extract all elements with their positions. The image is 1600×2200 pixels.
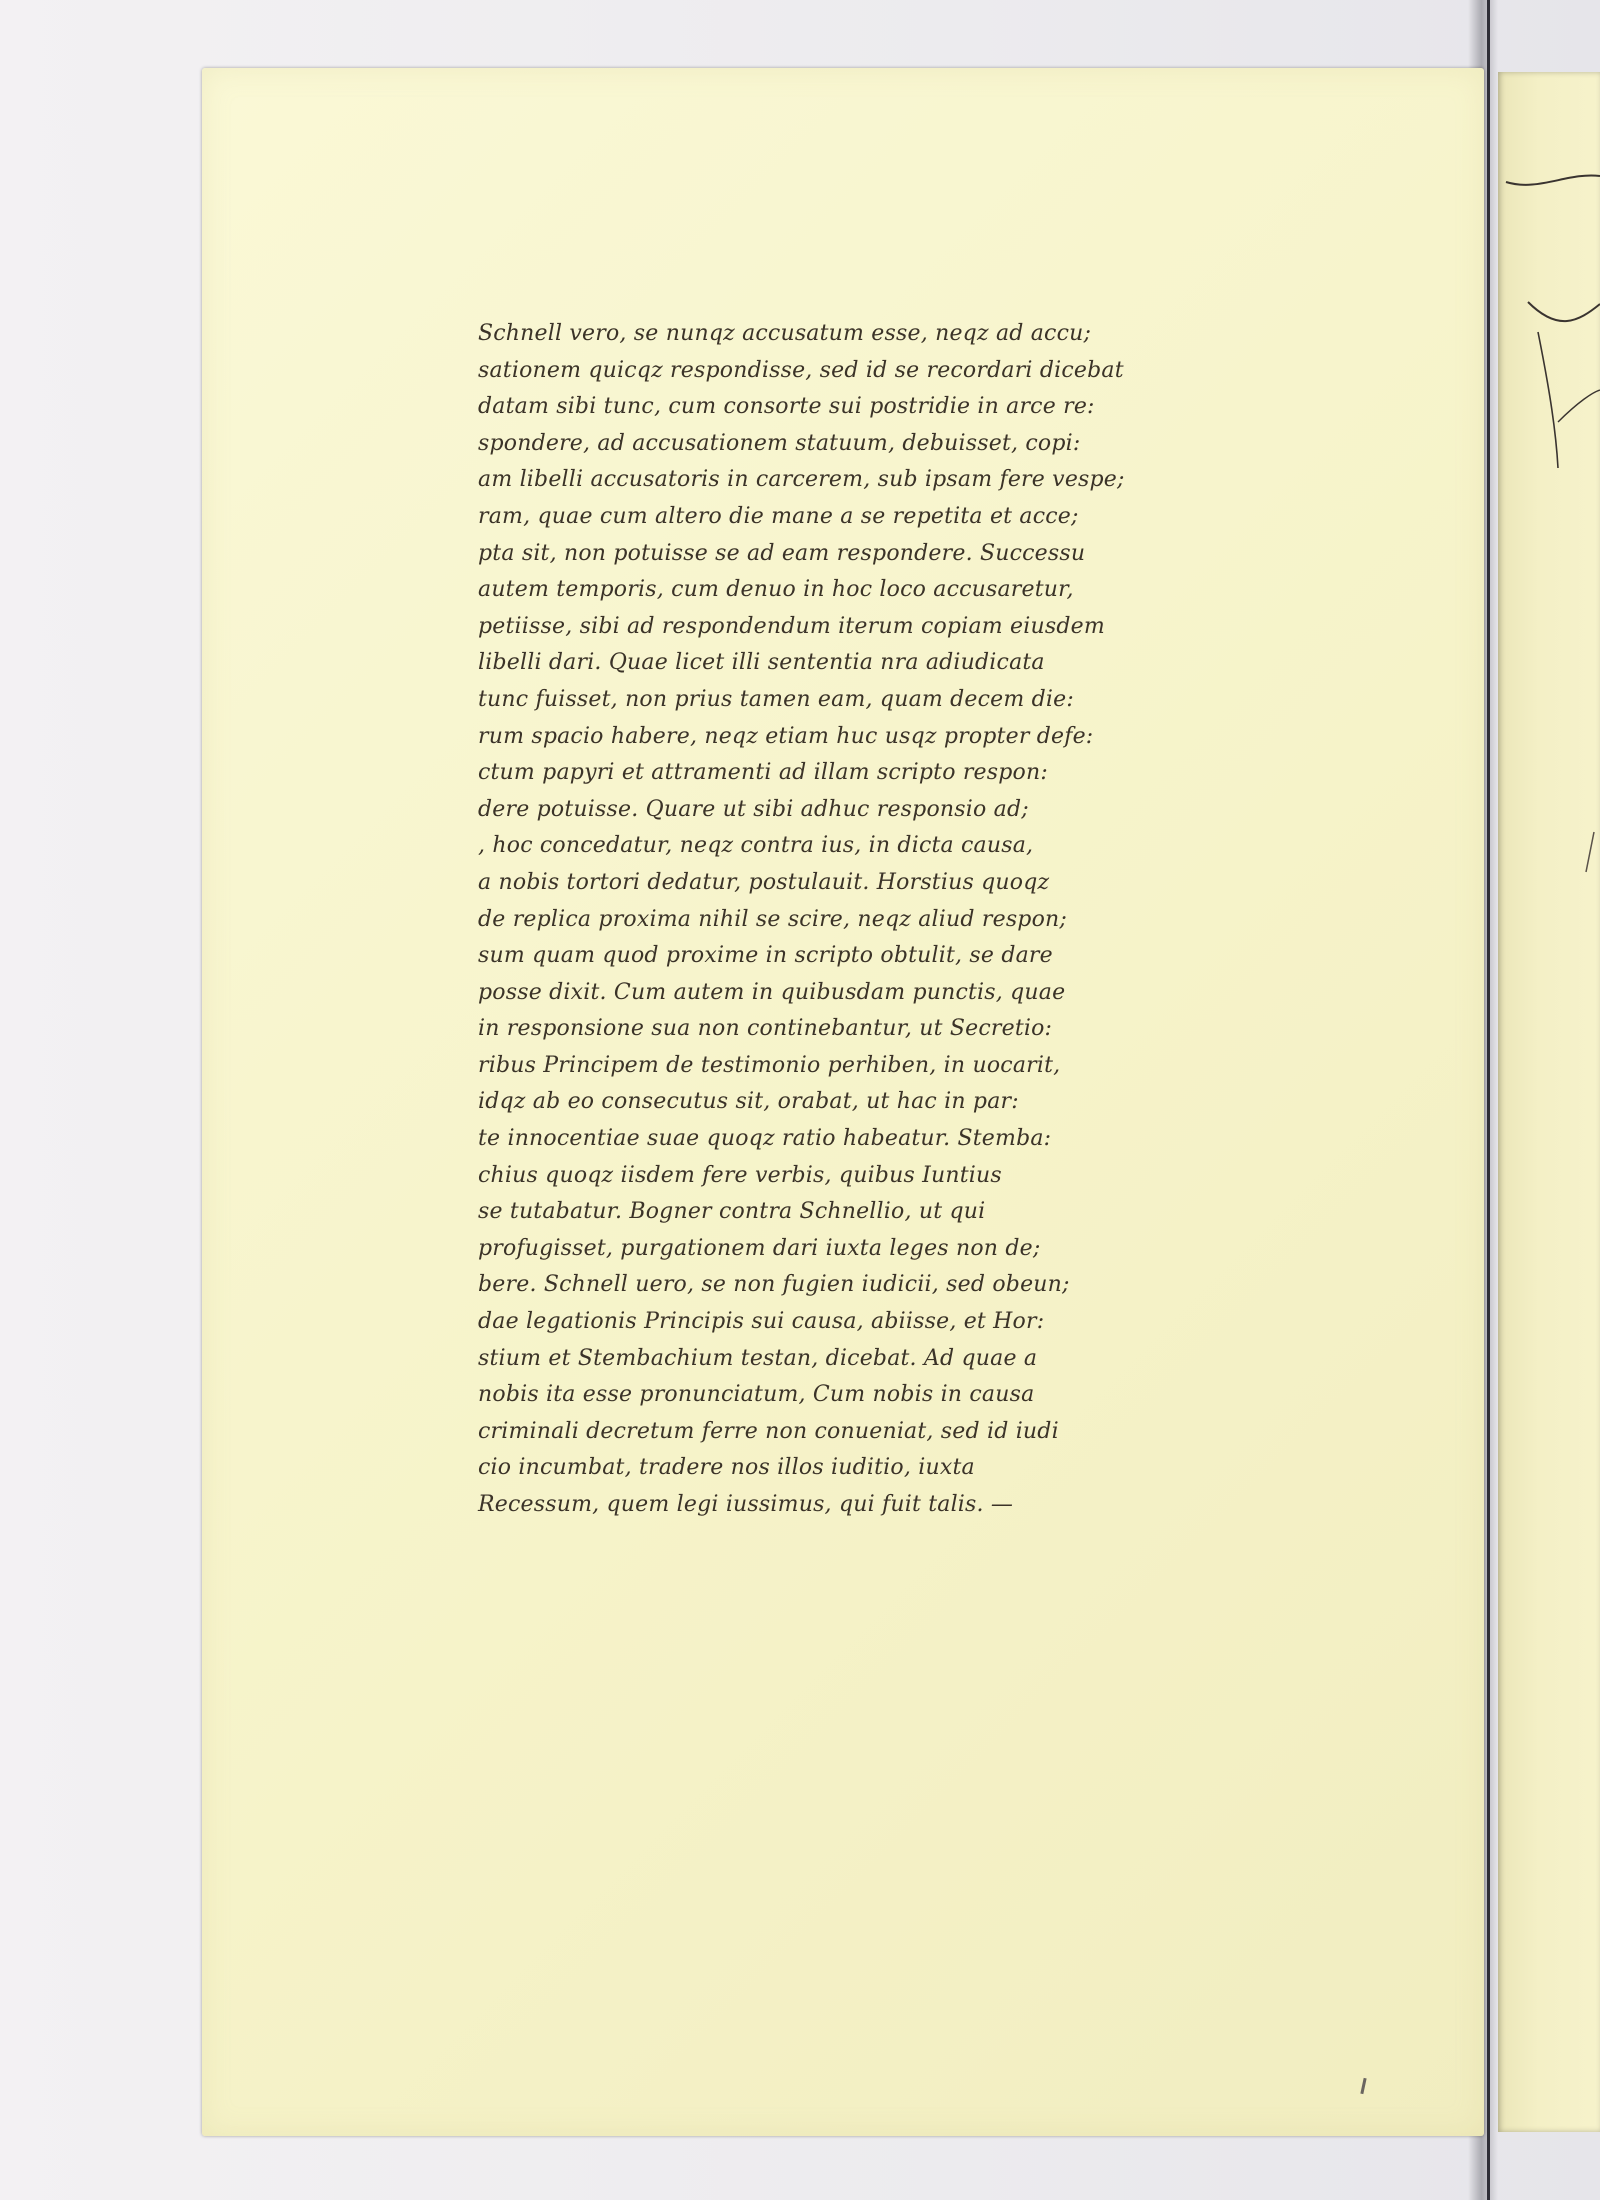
text-line: ribus Principem de testimonio perhiben, in uocarit,	[478, 1052, 1061, 1078]
text-line: , hoc concedatur, neqz contra ius, in dicta causa,	[478, 833, 1034, 859]
text-line: se tutabatur. Bogner contra Schnellio, ut qui	[478, 1199, 986, 1225]
text-line: tunc fuisset, non prius tamen eam, quam decem die:	[478, 686, 1074, 712]
text-line: pta sit, non potuisse se ad eam respondere. Successu	[478, 540, 1086, 566]
facing-page-handwriting-strokes	[1498, 72, 1600, 2132]
text-line: chius quoqz iisdem fere verbis, quibus Iuntius	[478, 1162, 1002, 1188]
text-line: Schnell vero, se nunqz accusatum esse, neqz ad accu;	[478, 321, 1092, 346]
text-line: rum spacio habere, neqz etiam huc usqz propter defe:	[478, 723, 1094, 749]
text-line: Recessum, quem legi iussimus, qui fuit talis. —	[478, 1492, 1014, 1517]
book-spine-line	[1487, 0, 1490, 2200]
text-line: nobis ita esse pronunciatum, Cum nobis in causa	[478, 1382, 1035, 1408]
text-line: datam sibi tunc, cum consorte sui postridie in arce re:	[478, 394, 1095, 420]
text-line: spondere, ad accusationem statuum, debuisset, copi:	[478, 430, 1081, 456]
text-line: te innocentiae suae quoqz ratio habeatur. Stemba:	[478, 1126, 1052, 1152]
text-line: am libelli accusatoris in carcerem, sub ipsam fere vespe;	[478, 467, 1125, 493]
facing-page-edge	[1498, 72, 1600, 2132]
text-line: ctum papyri et attramenti ad illam scripto respon:	[478, 760, 1048, 786]
text-line: petiisse, sibi ad respondendum iterum copiam eiusdem	[478, 613, 1105, 639]
text-line: dere potuisse. Quare ut sibi adhuc responsio ad;	[478, 796, 1029, 822]
text-line: in responsione sua non continebantur, ut Secretio:	[478, 1016, 1053, 1042]
text-line: stium et Stembachium testan, dicebat. Ad quae a	[478, 1345, 1038, 1371]
text-line: ram, quae cum altero die mane a se repetita et acce;	[478, 503, 1079, 529]
text-line: libelli dari. Quae licet illi sententia nra adiudicata	[478, 650, 1045, 676]
text-line: bere. Schnell uero, se non fugien iudicii, sed obeun;	[478, 1272, 1070, 1298]
text-line: de replica proxima nihil se scire, neqz aliud respon;	[478, 906, 1068, 932]
text-line: sum quam quod proxime in scripto obtulit, se dare	[478, 943, 1053, 969]
text-line: idqz ab eo consecutus sit, orabat, ut hac in par:	[478, 1089, 1019, 1115]
text-line: profugisset, purgationem dari iuxta leges non de;	[478, 1235, 1041, 1261]
text-line: dae legationis Principis sui causa, abiisse, et Hor:	[478, 1309, 1045, 1335]
text-line: a nobis tortori dedatur, postulauit. Horstius quoqz	[478, 869, 1050, 895]
text-line: criminali decretum ferre non conueniat, sed id iudi	[478, 1418, 1059, 1444]
text-line: posse dixit. Cum autem in quibusdam punctis, quae	[478, 979, 1066, 1005]
text-line: cio incumbat, tradere nos illos iuditio, iuxta	[478, 1455, 975, 1481]
manuscript-text-block	[478, 316, 1278, 1524]
text-line: sationem quicqz respondisse, sed id se recordari dicebat	[478, 357, 1124, 383]
text-line: autem temporis, cum denuo in hoc loco accusaretur,	[478, 577, 1074, 603]
